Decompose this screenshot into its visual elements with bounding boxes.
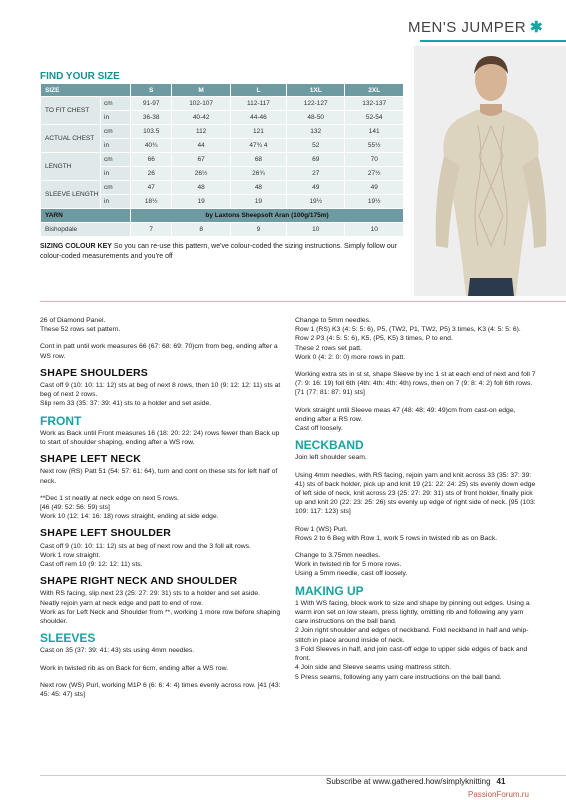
pattern-paragraph: Working extra sts in st st, shape Sleeve by inc 1 st at each end of next and foll 7 (7: 9: 16: 19) foll 6th (4th: 4th: 4th: 4th) rows, then on 7 (9: 8: 4: 2) foll 6th rows. [71 (77: 81: 87: 91) sts] — [295, 371, 536, 397]
pattern-paragraph: Work straight until Sleeve meas 47 (48: 48: 49: 49)cm from cast-on edge, ending after a RS row. Cast off loosely. — [295, 406, 516, 433]
sizing-key-label: SIZING COLOUR KEY — [40, 243, 112, 250]
size-m: M — [172, 84, 230, 97]
size-table-row — [41, 125, 404, 139]
bishopdale-value: 7 — [131, 223, 172, 237]
measurement-value: 49 — [345, 181, 404, 195]
measurement-value: 19½ — [287, 195, 345, 209]
footer-rule — [40, 775, 566, 776]
size-label: SIZE — [41, 84, 131, 97]
measurement-value: 19½ — [345, 195, 404, 209]
measurement-value: 48 — [230, 181, 286, 195]
size-table-row — [41, 97, 404, 111]
model-illustration — [414, 46, 566, 296]
pattern-paragraph: Cast on 35 (37: 39: 41: 43) sts using 4mm needles. — [40, 647, 195, 655]
measurement-value: 103.5 — [131, 125, 172, 139]
measurement-value: 132-137 — [345, 97, 404, 111]
measurement-value: 19 — [230, 195, 286, 209]
measurement-label: ACTUAL CHEST — [41, 125, 101, 153]
pattern-paragraph: With RS facing, slip next 23 (25: 27: 29: 31) sts to a holder and set aside. Neatly rejoin yarn at neck edge and patt to end of row. Work as for Left Neck and Shoulder from **, working 1 more row before shaping shoulder. — [40, 590, 281, 626]
measurement-label: TO FIT CHEST — [41, 97, 101, 125]
watermark: PassionForum.ru — [468, 790, 529, 799]
section-heading: NECKBAND — [295, 438, 364, 453]
measurement-value: 26¾ — [230, 167, 286, 181]
section-heading: FRONT — [40, 413, 82, 428]
yarn-label: YARN — [41, 209, 131, 223]
pattern-paragraph: 26 of Diamond Panel. These 52 rows set pattern. — [40, 317, 121, 334]
measurement-value: 70 — [345, 153, 404, 167]
pattern-paragraph: **Dec 1 st neatly at neck edge on next 5 rows. [46 (49: 52: 56: 59) sts] Work 10 (12: 14: 16: 18) rows straight, ending at side edge. — [40, 494, 219, 521]
unit-label: in — [101, 195, 131, 209]
measurement-value: 26½ — [172, 167, 230, 181]
measurement-value: 48-50 — [287, 111, 345, 125]
measurement-value: 52-54 — [345, 111, 404, 125]
measurement-value: 27 — [287, 167, 345, 181]
measurement-value: 44-46 — [230, 111, 286, 125]
unit-label: cm — [101, 153, 131, 167]
measurement-value: 68 — [230, 153, 286, 167]
size-2xl: 2XL — [345, 84, 404, 97]
section-heading: SHAPE RIGHT NECK AND SHOULDER — [40, 575, 238, 588]
unit-label: cm — [101, 97, 131, 111]
section-heading: SHAPE SHOULDERS — [40, 366, 149, 379]
yarn-row — [41, 209, 404, 223]
unit-label: cm — [101, 181, 131, 195]
bishopdale-value: 9 — [230, 223, 286, 237]
measurement-value: 27½ — [345, 167, 404, 181]
bishopdale-label: Bishopdale — [41, 223, 131, 237]
measurement-value: 66 — [131, 153, 172, 167]
sizing-key-text: So you can re-use this pattern, we've colour-coded the sizing instructions. Simply follow our colour-coded measurements and you're off — [40, 243, 397, 260]
measurement-value: 52 — [287, 139, 345, 153]
footer — [326, 777, 505, 786]
pattern-paragraph: Cast off 9 (10: 10: 11: 12) sts at beg of next 8 rows, then 10 (9: 12: 12: 11) sts at beg of next 2 rows. Slip rem 33 (35: 37: 39: 41) sts to a holder and set aside. — [40, 382, 281, 408]
measurement-value: 112 — [172, 125, 230, 139]
pattern-paragraph: Change to 5mm needles. Row 1 (RS) K3 (4: 5: 5: 6), P5, (TW2, P1, TW2, P5) 3 times, K3 (4: 5: 5: 6). Row 2 P3 (4: 5: 5: 6), K5, (P5, K5) 3 times, P to end. These 2 rows set patt. Work 0 (4: 2: 0: 0) more rows in patt. — [295, 317, 521, 361]
size-table-row — [41, 153, 404, 167]
size-table-body — [41, 97, 404, 209]
measurement-value: 122-127 — [287, 97, 345, 111]
unit-label: cm — [101, 125, 131, 139]
section-heading: SLEEVES — [40, 631, 96, 646]
section-heading: MAKING UP — [295, 583, 364, 598]
measurement-value: 49 — [287, 181, 345, 195]
model-photo — [414, 46, 566, 296]
page-number: 41 — [496, 777, 506, 786]
pattern-paragraph: Next row (WS) Purl, working M1P 6 (6: 6: 4: 4) times evenly across row. [41 (43: 45: 45: 47) sts] — [40, 681, 281, 699]
measurement-value: 40¾ — [131, 139, 172, 153]
page-title-text: MEN'S JUMPER — [408, 19, 527, 36]
pattern-paragraph: Row 1 (WS) Purl. Rows 2 to 6 Beg with Row 1, work 5 rows in twisted rib as on Back. — [295, 525, 498, 542]
size-s: S — [131, 84, 172, 97]
size-table — [40, 83, 404, 237]
pattern-paragraph: Cast off 9 (10: 10: 11: 12) sts at beg of next row and the 3 foll alt rows. Work 1 row straight. Cast off rem 10 (9: 12: 12: 11) sts. — [40, 542, 251, 569]
measurement-value: 26 — [131, 167, 172, 181]
measurement-value: 47¾ 4 — [230, 139, 286, 153]
measurement-value: 67 — [172, 153, 230, 167]
unit-label: in — [101, 111, 131, 125]
asterisk-flower-icon: ✱ — [530, 19, 544, 36]
pattern-paragraph: Join left shoulder seam. — [295, 454, 367, 462]
yarn-name: by Laxtons Sheepsoft Aran (100g/175m) — [131, 209, 404, 223]
pattern-paragraph: Change to 3.75mm needles. Work in twisted rib for 5 more rows. Using a 5mm needle, cast off loosely. — [295, 552, 408, 578]
bishopdale-value: 10 — [287, 223, 345, 237]
unit-label: in — [101, 139, 131, 153]
measurement-value: 141 — [345, 125, 404, 139]
measurement-value: 55½ — [345, 139, 404, 153]
size-l: L — [230, 84, 286, 97]
measurement-value: 91-97 — [131, 97, 172, 111]
pattern-paragraph: 1 With WS facing, block work to size and shape by pinning out edges. Using a warm iron set on low steam, press lightly, omitting rib and following any yarn care instructions on the ball band. 2 Join right shoulder and edges of neckband. Fold neckband in half and whip-stitch in place around inside of neck. 3 Fold Sleeves in half, and join cast-off edge to upper side edges of back and front. 4 Join side and Sleeve seams using mattress stitch. 5 Press seams, following any yarn care instructions on the ball band. — [295, 599, 530, 681]
measurement-label: SLEEVE LENGTH — [41, 181, 101, 209]
section-heading: SHAPE LEFT SHOULDER — [40, 527, 171, 540]
pattern-paragraph: Using 4mm needles, with RS facing, rejoin yarn and knit across 33 (35: 37: 39: 41) sts of back holder, pick up and knit 19 (21: 22: 24: 25) sts evenly down edge of left side of neck, knit across 23 (25: 27: 29: 31) sts of front holder, finally pick up and knit 20 (22: 23: 25: 26) sts evenly up edge of right side of neck. [95 (103: 109: 117: 123) sts] — [295, 471, 536, 516]
measurement-label: LENGTH — [41, 153, 101, 181]
measurement-value: 19 — [172, 195, 230, 209]
measurement-value: 44 — [172, 139, 230, 153]
size-table-header — [41, 84, 404, 97]
section-heading: SHAPE LEFT NECK — [40, 453, 142, 466]
measurement-value: 36-38 — [131, 111, 172, 125]
pattern-paragraph: Work as Back until Front measures 16 (18: 20: 22: 24) rows fewer than Back up to start of shoulder shaping, ending after a WS row. — [40, 429, 280, 447]
measurement-value: 121 — [230, 125, 286, 139]
bishopdale-row — [41, 223, 404, 237]
find-your-size-heading: FIND YOUR SIZE — [40, 71, 120, 82]
pattern-paragraph: Work in twisted rib as on Back for 6cm, ending after a WS row. — [40, 664, 228, 672]
sizing-colour-key — [40, 242, 410, 261]
measurement-value: 112-117 — [230, 97, 286, 111]
section-divider — [40, 301, 566, 302]
measurement-value: 40-42 — [172, 111, 230, 125]
measurement-value: 132 — [287, 125, 345, 139]
size-table-row — [41, 181, 404, 195]
measurement-value: 18½ — [131, 195, 172, 209]
pattern-left-column — [40, 316, 282, 707]
header-rule — [420, 40, 566, 42]
measurement-value: 69 — [287, 153, 345, 167]
size-1xl: 1XL — [287, 84, 345, 97]
pattern-paragraph: Cont in patt until work measures 66 (67: 68: 69: 70)cm from beg, ending after a WS row. — [40, 343, 278, 360]
measurement-value: 102-107 — [172, 97, 230, 111]
bishopdale-value: 8 — [172, 223, 230, 237]
measurement-value: 47 — [131, 181, 172, 195]
measurement-value: 48 — [172, 181, 230, 195]
pattern-right-column — [295, 316, 537, 690]
unit-label: in — [101, 167, 131, 181]
page-title — [408, 18, 558, 36]
pattern-paragraph: Next row (RS) Patt 51 (54: 57: 61: 64), turn and cont on these sts for left half of neck. — [40, 468, 278, 485]
bishopdale-value: 10 — [345, 223, 404, 237]
footer-subscribe: Subscribe at www.gathered.how/simplyknitting — [326, 777, 491, 786]
